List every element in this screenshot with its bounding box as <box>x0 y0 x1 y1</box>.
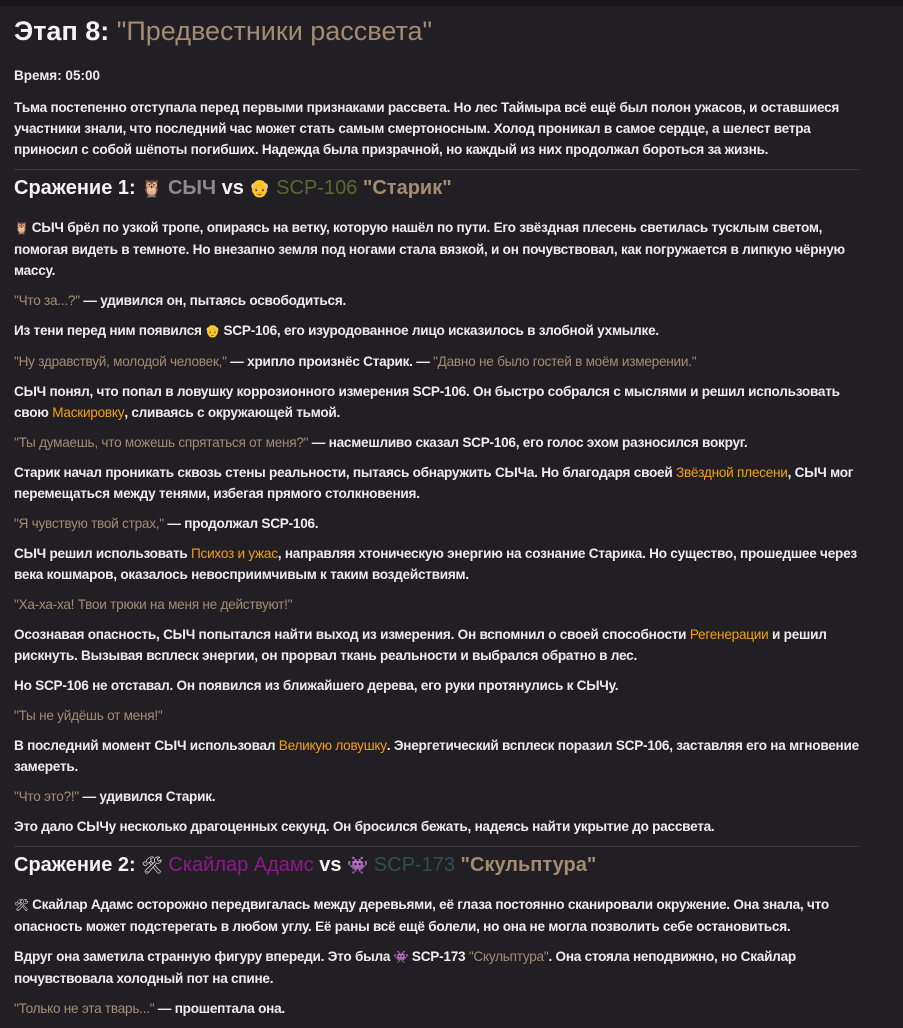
narrative-text: Но SCP-106 не отставал. Он появился из ближайшего дерева, его руки протянулись к СЫЧу. <box>14 678 619 693</box>
ability-highlight: Великую ловушку <box>278 738 387 753</box>
fighter1-name: СЫЧ <box>167 177 217 199</box>
narrative-text: Старик начал проникать сквозь стены реальности, пытаясь обнаружить СЫЧа. Но благодаря своей <box>14 465 676 480</box>
narrative-text: — хрипло произнёс Старик. — <box>226 354 434 369</box>
dialogue-quote: "Ты не уйдёшь от меня!" <box>14 708 163 723</box>
top-bar <box>0 0 903 6</box>
dialogue-quote: "Ха-ха-ха! Твои трюки на меня не действуют!" <box>14 597 293 612</box>
paragraph <box>14 290 859 311</box>
paragraph <box>14 624 859 666</box>
character-emoji-icon: 👾 <box>393 950 409 964</box>
paragraph <box>14 381 859 423</box>
dialogue-quote: "Ты думаешь, что можешь спрятаться от меня?" <box>14 435 309 450</box>
dialogue-quote: "Давно не было гостей в моём измерении." <box>433 354 697 369</box>
paragraph <box>14 675 859 696</box>
narrative-text: Скайлар Адамс осторожно передвигалась между деревьями, её глаза постоянно сканировали окружение. Она знала, что опасность может подстерегать в любом углу. Её раны всё ещё болели, но она не могла позволить себе остановиться. <box>14 897 829 934</box>
narrative-text: В последний момент СЫЧ использовал <box>14 738 279 753</box>
narrative-text: . Она стояла неподвижно, но Скайлар почувствовала холодный пот на спине. <box>14 949 796 986</box>
paragraph <box>14 998 859 1019</box>
fighter2-icon: 👾 <box>347 856 369 875</box>
dialogue-quote: "Я чувствую твой страх," <box>14 516 164 531</box>
ability-highlight: Маскировку <box>52 405 125 420</box>
paragraph <box>14 946 859 989</box>
paragraph <box>14 894 859 937</box>
battle-section <box>14 169 859 837</box>
battle-heading <box>14 174 859 203</box>
character-emoji-icon: 👴 <box>205 324 220 338</box>
fighter2-nickname: "Старик" <box>362 177 452 199</box>
paragraph <box>14 735 859 777</box>
battles <box>14 169 859 1019</box>
paragraph <box>14 816 859 837</box>
paragraph <box>14 432 859 453</box>
stage-title <box>14 14 859 48</box>
narrative-text: Это дало СЫЧу несколько драгоценных секунд. Он бросился бежать, надеясь найти укрытие до рассвета. <box>14 819 715 834</box>
battle-section <box>14 846 859 1019</box>
narrative-text: Тьма постепенно отступала перед первыми признаками рассвета. Но лес Таймыра всё ещё был полон ужасов, и оставшиеся участники знали, что последний час может стать самым смертоносным. Холод проникал в самое сердце, а шелест ветра приносил с собой шёпоты погибших. Надежда была призрачной, но каждый из них продолжал бороться за жизнь. <box>14 100 840 157</box>
narrative-text: SCP-106, его изуродованное лицо исказилось в злобной ухмылке. <box>219 323 659 338</box>
versus-label: vs <box>221 177 244 199</box>
intro-section <box>14 97 859 160</box>
paragraph <box>14 351 859 372</box>
narrative-text: Вдруг она заметила странную фигуру впереди. Это была <box>14 949 394 964</box>
paragraph <box>14 594 859 615</box>
narrative-text: СЫЧ брёл по узкой тропе, опираясь на ветку, которую нашёл по пути. Его звёздная плесень светилась тусклым светом, помогая видеть в темноте. Но внезапно земля под ногами стала вязкой, и он почувствовал, как погружается в липкую чёрную массу. <box>14 220 845 278</box>
dialogue-quote: "Скульптура" <box>468 949 549 964</box>
versus-label: vs <box>319 854 342 876</box>
paragraph <box>14 97 859 160</box>
stage-time: Время: 05:00 <box>14 68 100 83</box>
stage-number: Этап 8: <box>14 16 110 46</box>
fighter1-name: Скайлар Адамс <box>168 854 314 876</box>
dialogue-quote: "Что за...?" <box>14 293 80 308</box>
ability-highlight: Психоз и ужас <box>191 546 278 561</box>
battle-heading <box>14 851 859 880</box>
fighter2-nickname: "Скульптура" <box>460 854 597 876</box>
fighter2-icon: 👴 <box>249 179 271 198</box>
fighter1-icon: 🛠 <box>141 856 163 875</box>
narrative-text: . Энергетический всплеск поразил SCP-106, заставляя его на мгновение замереть. <box>14 738 859 774</box>
fighter1-icon: 🦉 <box>141 179 163 198</box>
stage-name: "Предвестники рассвета" <box>116 16 433 46</box>
paragraph <box>14 705 859 726</box>
paragraph <box>14 513 859 534</box>
paragraph <box>14 462 859 504</box>
narrative-text: — удивился он, пытаясь освободиться. <box>79 293 347 308</box>
narrative-text: и решил рискнуть. Вызывая всплеск энергии, он прорвал ткань реальности и выбрался обратно в лес. <box>14 627 827 663</box>
narrative-text: Осознавая опасность, СЫЧ попытался найти выход из измерения. Он вспомнил о своей способности <box>14 627 690 642</box>
narrative-text: — продолжал SCP-106. <box>163 516 319 531</box>
narrative-text: SCP-173 <box>408 949 469 964</box>
narrative-text: СЫЧ решил использовать <box>14 546 192 561</box>
paragraph <box>14 217 859 281</box>
narrative-text: — прошептала она. <box>154 1001 285 1016</box>
character-emoji-icon: 🛠 <box>14 898 33 912</box>
divider <box>14 846 859 847</box>
paragraph <box>14 543 859 585</box>
narrative-text: Из тени перед ним появился <box>14 323 206 338</box>
narrative-text: — насмешливо сказал SCP-106, его голос эхом разносился вокруг. <box>308 435 748 450</box>
ability-highlight: Звёздной плесени <box>676 465 788 480</box>
dialogue-quote: "Что это?!" <box>14 789 79 804</box>
dialogue-quote: "Ну здравствуй, молодой человек," <box>14 354 227 369</box>
narrative-text: , СЫЧ мог перемещаться между тенями, избегая прямого столкновения. <box>14 465 854 501</box>
fighter2-name: SCP-106 <box>276 177 358 199</box>
dialogue-quote: "Только не эта тварь..." <box>14 1001 155 1016</box>
paragraph <box>14 786 859 807</box>
narrative-text: , сливаясь с окружающей тьмой. <box>124 405 341 420</box>
story-content <box>14 14 859 1028</box>
narrative-text: , направляя хтоническую энергию на сознание Старика. Но существо, прошедшее через века кошмаров, оказалось невосприимчивым к таким воздействиям. <box>14 546 857 582</box>
battle-label: Сражение 2: <box>14 854 136 876</box>
character-emoji-icon: 🦉 <box>14 221 32 235</box>
narrative-text: СЫЧ понял, что попал в ловушку коррозионного измерения SCP-106. Он быстро собрался с мыслями и решил использовать свою <box>14 384 840 420</box>
ability-highlight: Регенерации <box>689 627 769 642</box>
divider <box>14 169 859 170</box>
narrative-text: — удивился Старик. <box>78 789 216 804</box>
fighter2-name: SCP-173 <box>373 854 455 876</box>
battle-label: Сражение 1: <box>14 177 136 199</box>
paragraph <box>14 320 859 342</box>
